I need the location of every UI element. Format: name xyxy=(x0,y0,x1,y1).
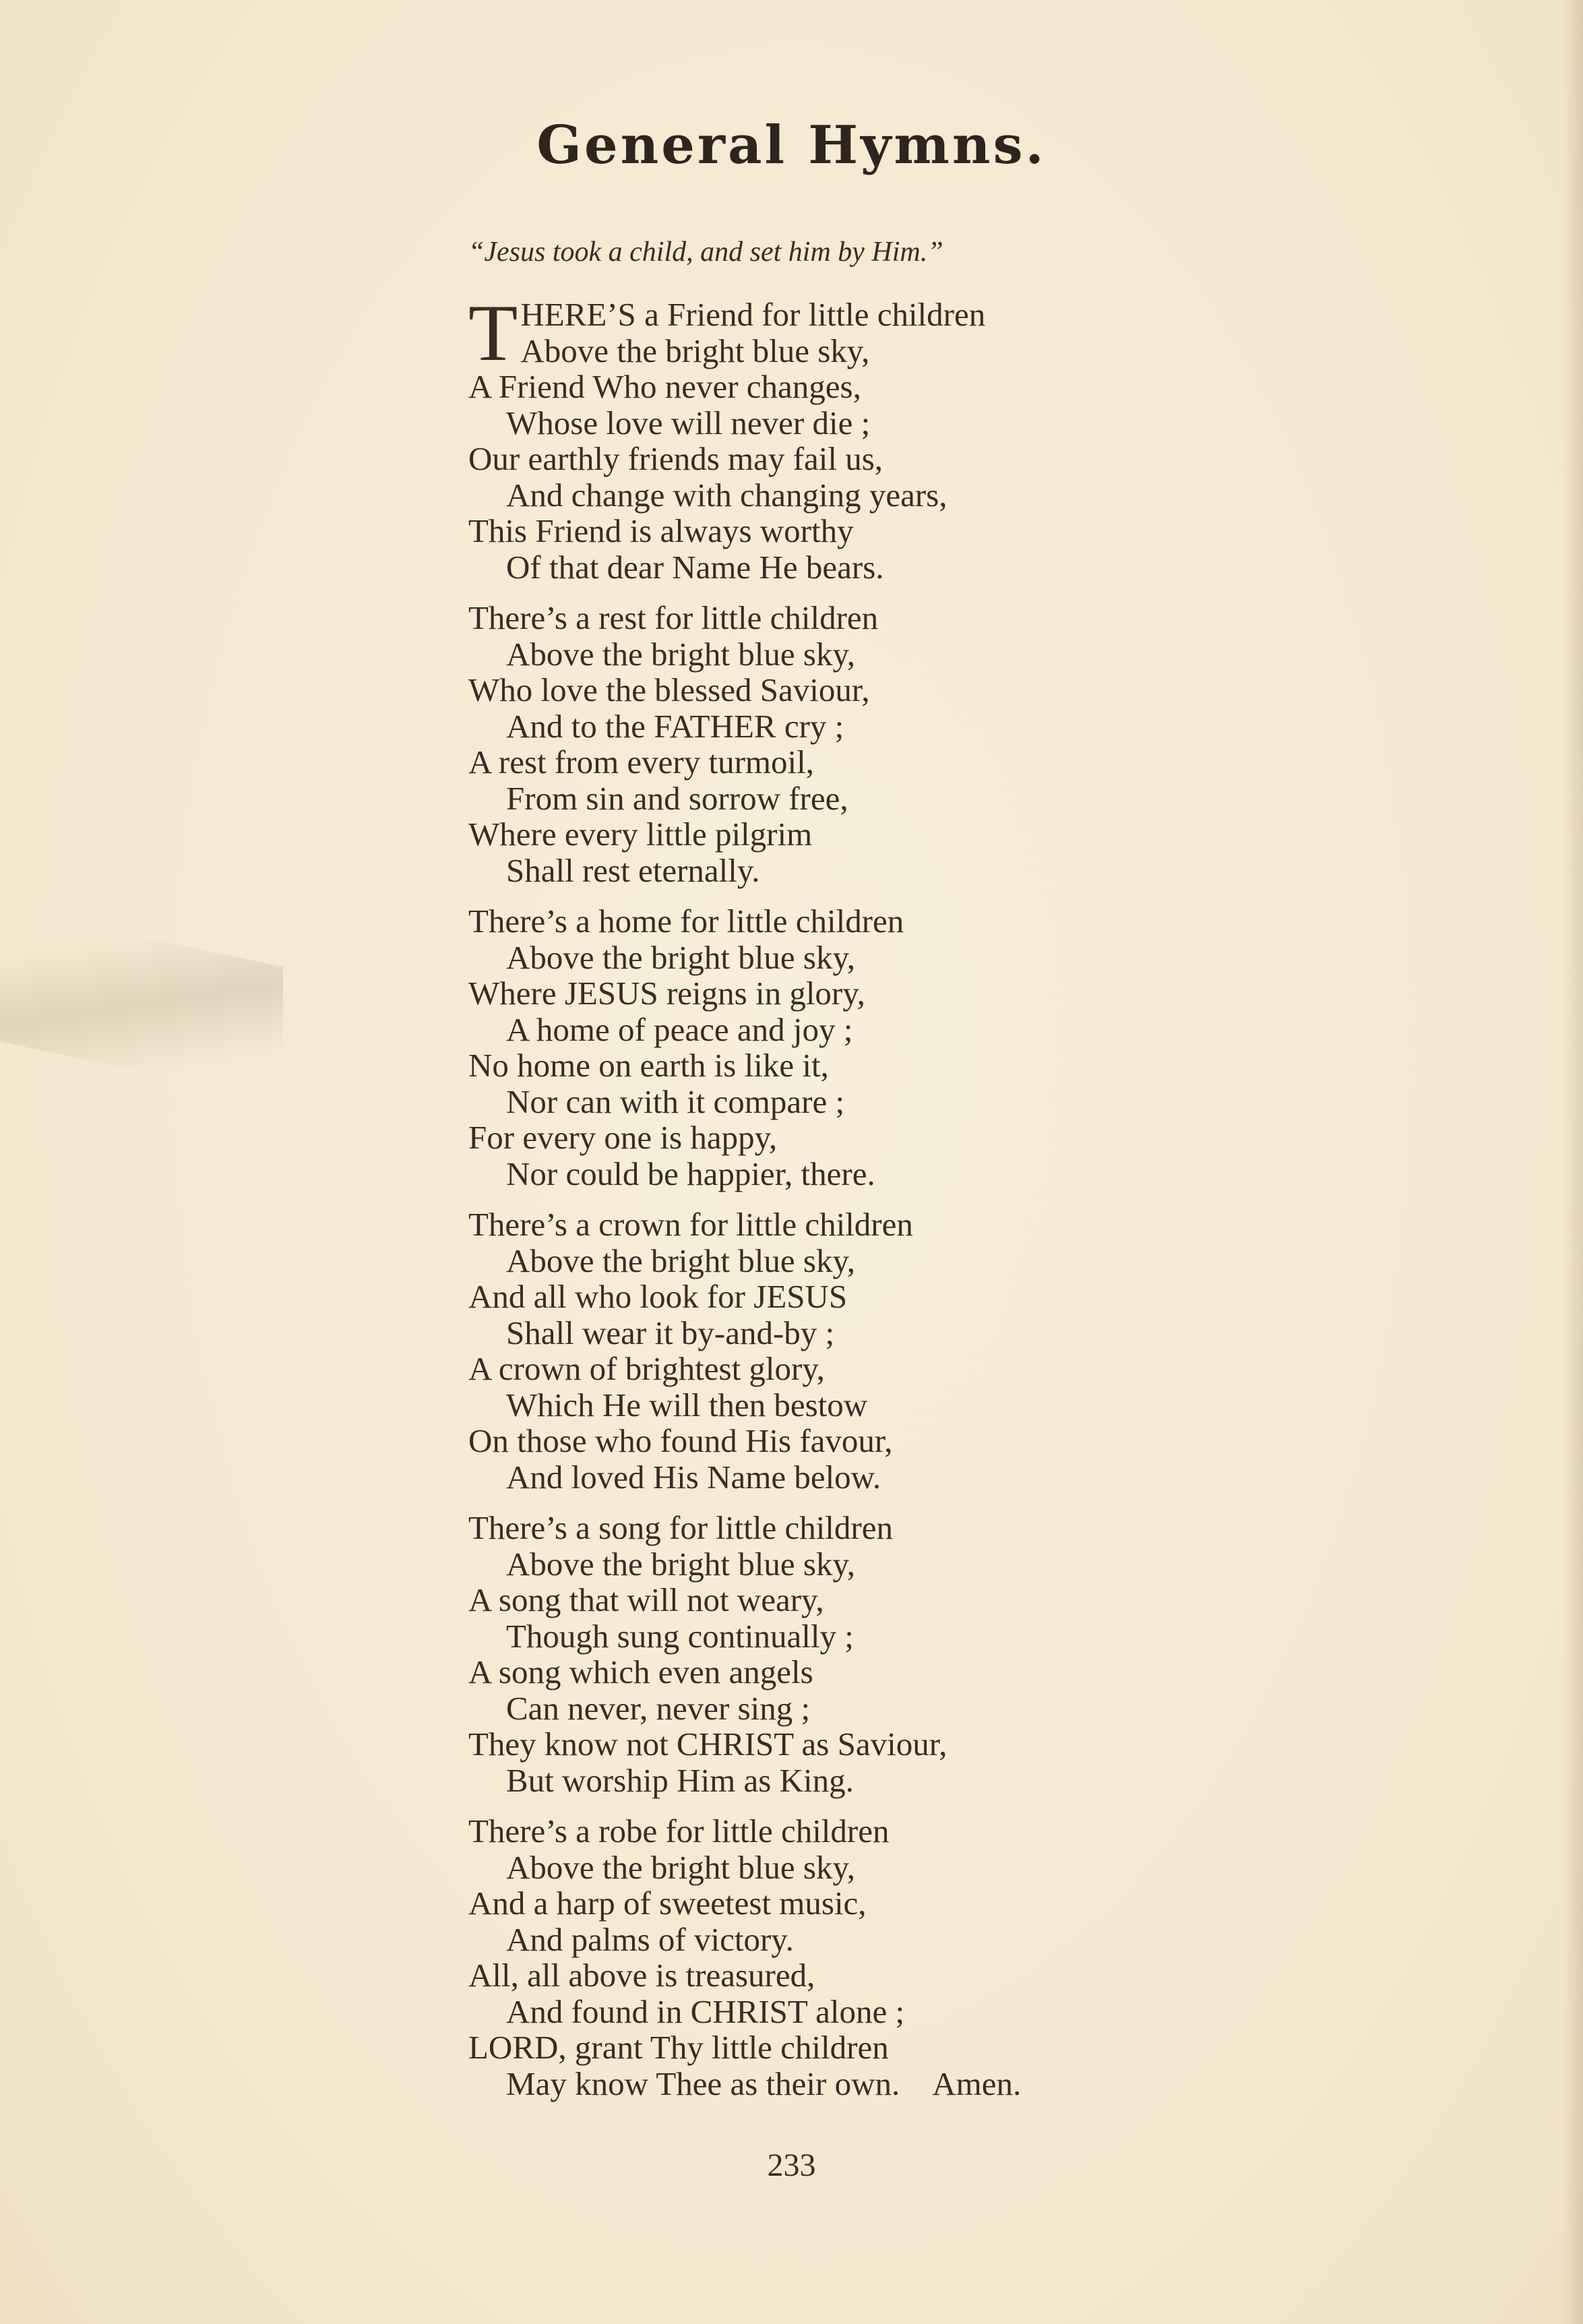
hymn-line: There’s a home for little children xyxy=(468,903,904,940)
hymn-line: But worship Him as King. xyxy=(506,1761,854,1799)
hymn-line: Above the bright blue sky, xyxy=(506,938,856,976)
stanza-5 xyxy=(468,1510,1156,1798)
hymn-line: There’s a song for little children xyxy=(468,1509,893,1546)
epigraph: “Jesus took a child, and set him by Him.” xyxy=(468,237,943,268)
hymn-line: Above the bright blue sky, xyxy=(506,1242,856,1279)
hymn-line: Above the bright blue sky, xyxy=(506,635,856,673)
hymn-line: A Friend Who never changes, xyxy=(468,368,861,405)
hymn-line: Shall rest eternally. xyxy=(506,851,760,889)
hymn-line: All, all above is treasured, xyxy=(468,1957,815,1994)
hymn-line: From sin and sorrow free, xyxy=(506,779,848,817)
hymn-line: Where JESUS reigns in glory, xyxy=(468,975,865,1012)
hymn-line: A rest from every turmoil, xyxy=(468,743,815,781)
page-number: 233 xyxy=(767,2147,816,2183)
hymn-line: LORD, grant Thy little children xyxy=(468,2029,889,2066)
hymn-line: And change with changing years, xyxy=(506,476,948,514)
hymn-line: And to the FATHER cry ; xyxy=(506,707,844,745)
stanza-3 xyxy=(468,903,1156,1192)
hymn-line: Above the bright blue sky, xyxy=(520,332,870,369)
stanza-1 xyxy=(468,288,1156,586)
stanza-4 xyxy=(468,1206,1156,1495)
hymn-line-last xyxy=(468,2066,1156,2102)
hymn-line: Nor could be happier, there. xyxy=(506,1155,875,1192)
hymn-text xyxy=(468,288,1156,2116)
hymn-line: A song that will not weary, xyxy=(468,1581,824,1618)
hymn-line: There’s a robe for little children xyxy=(468,1812,890,1849)
hymn-line: For every one is happy, xyxy=(468,1119,778,1156)
amen: Amen. xyxy=(932,2065,1022,2102)
page-edge-shadow xyxy=(1563,0,1583,2324)
hymn-line: Above the bright blue sky, xyxy=(506,1848,856,1886)
hymn-line: Can never, never sing ; xyxy=(506,1689,811,1727)
hymn-line: HERE’S a Friend for little children xyxy=(520,296,986,333)
hymn-line: There’s a crown for little children xyxy=(468,1206,913,1243)
hymn-line: A home of peace and joy ; xyxy=(506,1010,853,1048)
hymn-line: And a harp of sweetest music, xyxy=(468,1885,867,1922)
hymn-line: Shall wear it by-and-by ; xyxy=(506,1314,835,1351)
hymn-line: And loved His Name below. xyxy=(506,1458,881,1496)
stanza-2 xyxy=(468,600,1156,888)
hymn-line: And all who look for JESUS xyxy=(468,1278,848,1315)
stanza-6 xyxy=(468,1813,1156,2102)
hymn-line: A crown of brightest glory, xyxy=(468,1350,825,1387)
hymn-line: This Friend is always worthy xyxy=(468,512,854,549)
hymn-line: Our earthly friends may fail us, xyxy=(468,440,883,477)
hymn-line: A song which even angels xyxy=(468,1653,813,1690)
hymn-line: Though sung continually ; xyxy=(506,1617,854,1655)
paper-stain xyxy=(0,907,283,1101)
page-header: General Hymns. xyxy=(536,115,1047,176)
hymn-line: On those who found His favour, xyxy=(468,1422,893,1459)
hymn-line: And palms of victory. xyxy=(506,1920,794,1958)
hymn-line: Which He will then bestow xyxy=(506,1386,868,1424)
hymn-line: They know not CHRIST as Saviour, xyxy=(468,1725,948,1763)
hymn-line: Whose love will never die ; xyxy=(506,404,871,441)
hymn-line: Nor can with it compare ; xyxy=(506,1082,845,1120)
hymn-line: Of that dear Name He bears. xyxy=(506,548,884,586)
drop-cap: T xyxy=(468,288,518,377)
hymn-line: No home on earth is like it, xyxy=(468,1047,829,1084)
hymn-line: Where every little pilgrim xyxy=(468,816,813,853)
hymn-line: And found in CHRIST alone ; xyxy=(506,1992,905,2030)
hymn-line-text: May know Thee as their own. xyxy=(506,2065,900,2102)
hymn-line: There’s a rest for little children xyxy=(468,599,879,636)
hymn-line: Who love the blessed Saviour, xyxy=(468,671,870,708)
hymn-line: Above the bright blue sky, xyxy=(506,1545,856,1583)
